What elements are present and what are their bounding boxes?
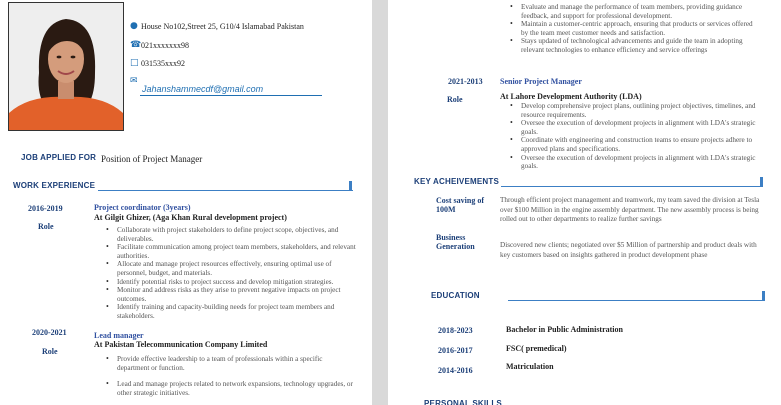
work-experience-rule	[98, 190, 353, 191]
list-item: • Identify potential risks to project success and develop mitigation strategies.	[104, 278, 356, 287]
mobile-icon: □	[130, 58, 139, 68]
entry1-role-label: Role	[38, 222, 54, 231]
resume-page-left	[0, 0, 372, 405]
entry3-org: At Lahore Development Authority (LDA)	[500, 92, 642, 101]
education-rule	[508, 300, 765, 301]
achievements-rule	[501, 186, 763, 187]
education1-degree: Bachelor in Public Administration	[506, 325, 623, 334]
work-experience-heading: WORK EXPERIENCE	[13, 181, 96, 190]
education1-years: 2018-2023	[438, 326, 473, 335]
entry1-years: 2016-2019	[28, 204, 63, 213]
entry2-title: Lead manager	[94, 331, 144, 340]
entry3-role-label: Role	[447, 95, 463, 104]
profile-photo	[8, 2, 124, 131]
list-item: • Coordinate with engineering and construction teams to ensure projects adhere to approved plans and specifications.	[508, 136, 760, 153]
achievement2-label-line1: Business	[436, 233, 466, 242]
education2-years: 2016-2017	[438, 346, 473, 355]
personal-skills-heading: PERSONAL SKILLS	[424, 399, 502, 405]
education2-degree: FSC( premedical)	[506, 344, 567, 353]
email-link[interactable]: Jahanshammecdf@gmail.com	[142, 84, 264, 94]
list-item: • Identify training and capacity-building needs for project team members and stakeholders.	[104, 303, 356, 320]
entry1-org: At Gilgit Ghizer, (Aga Khan Rural development project)	[94, 213, 287, 222]
entry3-title: Senior Project Manager	[500, 77, 582, 86]
achievements-rule-end	[760, 177, 763, 187]
work-experience-rule-end	[349, 181, 352, 191]
achievement1-label-line2: 100M	[436, 205, 456, 214]
job-applied-label: JOB APPLIED FOR	[21, 153, 97, 162]
achievement1-text: Through efficient project management and teamwork, my team saved the division at Tesla over $100 Million in the engine assembly department. The new assembly process is being rolled out to other departments to realize further savings	[500, 196, 760, 223]
education-rule-end	[762, 291, 765, 301]
list-item: • Facilitate communication among project team members, stakeholders, and relevant authorities.	[104, 243, 356, 260]
resume-page-right	[388, 0, 781, 405]
entry3-bullets	[508, 102, 760, 171]
list-item: • Provide effective leadership to a team of professionals within a specific department or function.	[104, 355, 356, 372]
entry1-bullets	[104, 226, 356, 321]
achievement2-label-line2: Generation	[436, 242, 475, 251]
phone-secondary: 031535xxx92	[141, 59, 185, 68]
list-item: • Stays updated of technological advancements and guide the team in adopting relevant technologies to enhance efficiency and service offerings	[508, 37, 760, 54]
list-item: • Allocate and manage project resources effectively, ensuring optimal use of personnel, budget, and materials.	[104, 260, 356, 277]
list-item: • Evaluate and manage the performance of team members, providing guidance feedback, and support for professional development.	[508, 3, 760, 20]
entry3-years: 2021-2013	[448, 77, 483, 86]
list-item: • Oversee the execution of development projects in alignment with LDA's strategic goals.	[508, 154, 760, 171]
achievement2-text: Discovered new clients; negotiated over $5 Million of partnership and product deals with key customers based on insights gathered in product development phase	[500, 241, 757, 259]
entry2-years: 2020-2021	[32, 328, 67, 337]
phone-icon: ☎	[130, 40, 142, 50]
education3-degree: Matriculation	[506, 362, 554, 371]
phone-primary: 021xxxxxxx98	[141, 41, 189, 50]
continued-bullets	[508, 3, 760, 55]
education-heading: EDUCATION	[431, 291, 480, 300]
location-icon: ●	[130, 21, 138, 31]
entry1-title: Project coordinator (3years)	[94, 203, 191, 212]
education3-years: 2014-2016	[438, 366, 473, 375]
list-item: • Collaborate with project stakeholders to define project scope, objectives, and deliverables.	[104, 226, 356, 243]
achievements-heading: KEY ACHEIVEMENTS	[414, 177, 499, 186]
address-text: House No102,Street 25, G10/4 Islamabad Pakistan	[141, 22, 304, 31]
list-item: • Maintain a customer-centric approach, ensuring that products or services offered by the team meet customer needs and satisfaction.	[508, 20, 760, 37]
entry2-bullets	[104, 355, 356, 397]
list-item: • Monitor and address risks as they arise to prevent negative impacts on project outcomes.	[104, 286, 356, 303]
list-item: • Oversee the execution of development projects in alignment with LDA's strategic goals.	[508, 119, 760, 136]
job-applied-value: Position of Project Manager	[101, 154, 203, 164]
entry2-org: At Pakistan Telecommunication Company Limited	[94, 340, 268, 349]
list-item: • Lead and manage projects related to network expansions, technology upgrades, or other strategic initiatives.	[104, 380, 356, 397]
profile-portrait-image	[9, 3, 123, 130]
entry2-role-label: Role	[42, 347, 58, 356]
email-underline	[140, 95, 322, 96]
achievement1-label-line1: Cost saving of	[436, 196, 485, 205]
email-icon: ✉	[130, 76, 138, 86]
list-item: • Develop comprehensive project plans, outlining project objectives, timelines, and resource requirements.	[508, 102, 760, 119]
